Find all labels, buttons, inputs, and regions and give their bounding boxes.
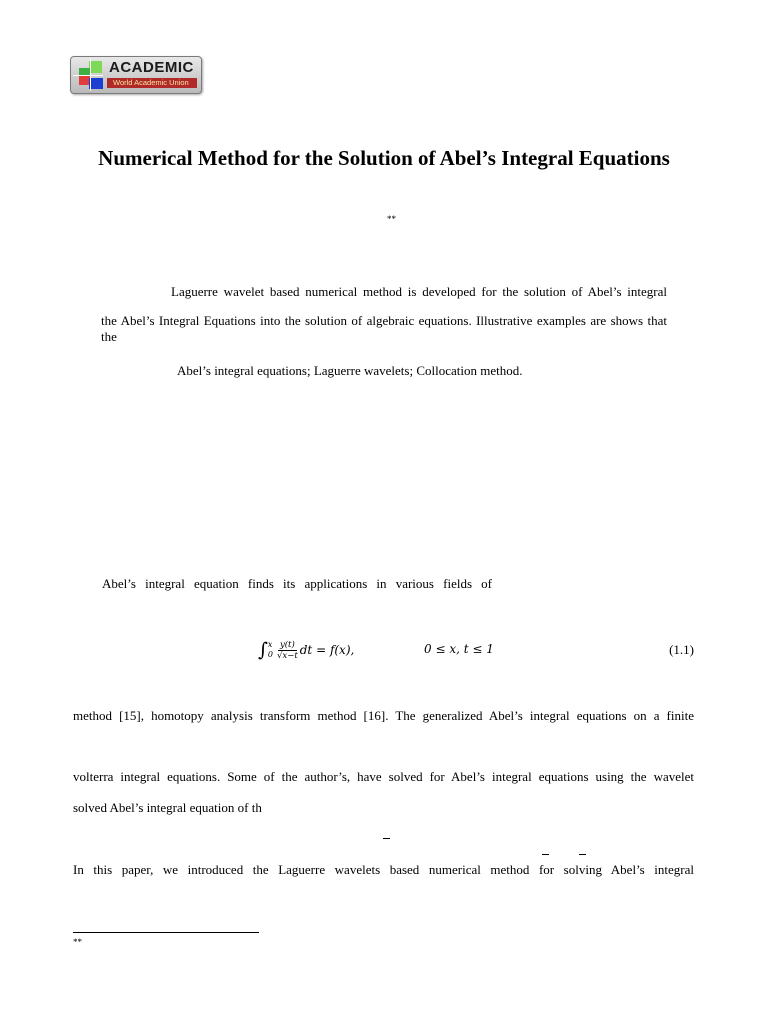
equation-number: (1.1) <box>669 642 694 657</box>
lower-limit: 0 <box>267 650 273 659</box>
body-line-1: method [15], homotopy analysis transform method [16]. The generalized Abel’s integral equations on a finite <box>73 708 694 723</box>
keywords: Abel’s integral equations; Laguerre wavelets; Collocation method. <box>177 363 523 378</box>
footnote-rule <box>73 932 259 933</box>
integral-limits <box>268 640 273 660</box>
logo-subtitle: World Academic Union <box>113 78 189 87</box>
dash-mark <box>579 854 586 855</box>
body-line-3: solved Abel’s integral equation of th <box>73 800 262 815</box>
logo-blue-square <box>89 78 103 89</box>
body-line-2: volterra integral equations. Some of the author’s, have solved for Abel’s integral equations using the wavelet <box>73 769 694 784</box>
upper-limit: x <box>267 640 273 649</box>
fraction-numerator: y(t) <box>279 639 295 650</box>
abstract-line-1: Laguerre wavelet based numerical method is developed for the solution of Abel’s integral <box>171 284 667 299</box>
abstract-line-2: the Abel’s Integral Equations into the solution of algebraic equations. Illustrative examples are shows that the <box>101 313 667 344</box>
equation-rhs: dt = f(x), <box>299 643 355 657</box>
equation-range: 0 ≤ x, t ≤ 1 <box>424 642 494 656</box>
paper-title: Numerical Method for the Solution of Abel’s Integral Equations <box>98 146 670 170</box>
logo-wordmark: ACADEMIC <box>109 59 194 76</box>
integrand-fraction <box>277 640 298 661</box>
fraction-denominator: √x−t <box>277 650 298 661</box>
footnote-marks: ** <box>73 937 82 947</box>
academic-logo <box>70 56 202 94</box>
intro-line: Abel’s integral equation finds its applications in various fields of <box>102 576 492 591</box>
integral-sign: ∫ <box>258 638 268 661</box>
equation-1-1 <box>258 637 354 663</box>
logo-cross-line <box>73 75 103 76</box>
author-marks: ** <box>387 214 396 224</box>
dash-mark <box>383 838 390 839</box>
body-line-4: In this paper, we introduced the Laguerre wavelets based numerical method for solving Abel’s integral <box>73 862 694 877</box>
dash-mark <box>542 854 549 855</box>
